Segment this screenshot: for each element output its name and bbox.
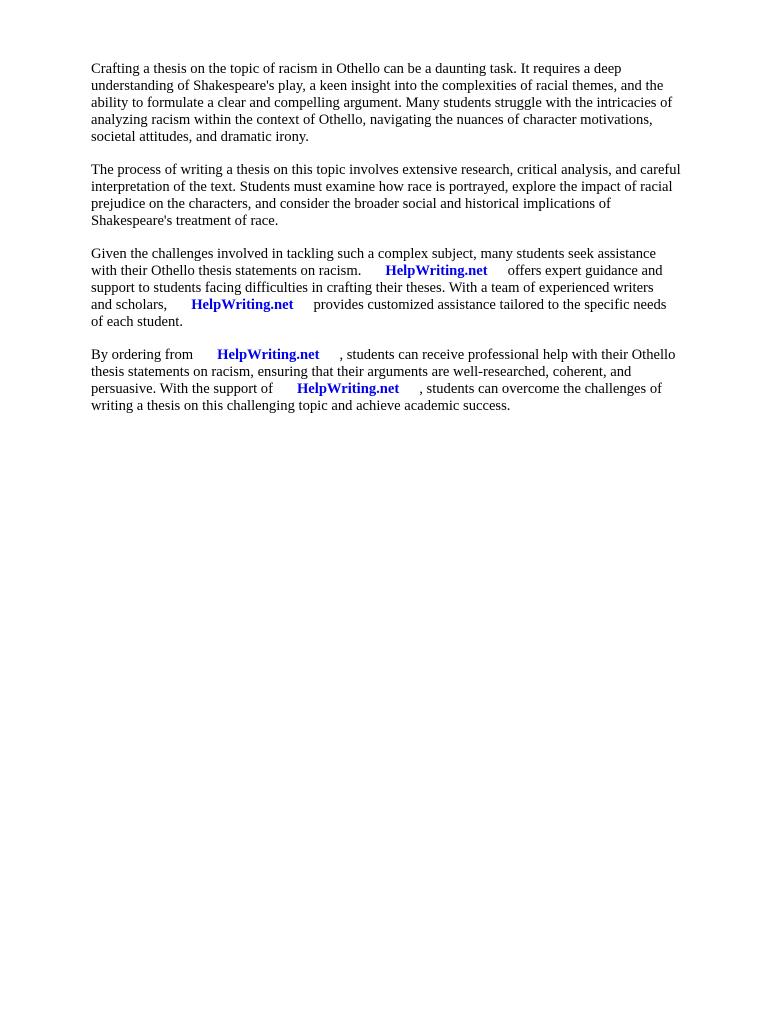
helpwriting-link[interactable]: HelpWriting.net [217, 347, 320, 363]
text-line: understanding of Shakespeare's play, a keen insight into the complexities of racial themes, and the [91, 78, 664, 94]
text-line [91, 297, 731, 314]
text-line: of each student. [91, 314, 183, 330]
text-segment: , students can receive professional help with their Othello [339, 347, 676, 363]
text-line: Crafting a thesis on the topic of racism in Othello can be a daunting task. It requires a deep [91, 61, 622, 77]
text-segment: , students can overcome the challenges of [419, 381, 662, 397]
text-line: Shakespeare's treatment of race. [91, 213, 279, 229]
text-line: interpretation of the text. Students must examine how race is portrayed, explore the impact of racial [91, 179, 673, 195]
paragraph-intro [91, 61, 731, 146]
text-line [91, 263, 731, 280]
document-body [91, 61, 731, 431]
text-segment: and scholars, [91, 297, 168, 313]
text-segment: By ordering from [91, 347, 194, 363]
text-line [91, 347, 731, 364]
text-line: societal attitudes, and dramatic irony. [91, 129, 309, 145]
helpwriting-link[interactable]: HelpWriting.net [385, 263, 488, 279]
text-segment: offers expert guidance and [507, 263, 663, 279]
text-line: The process of writing a thesis on this topic involves extensive research, critical analysis, and careful [91, 162, 681, 178]
paragraph-process [91, 162, 731, 230]
helpwriting-link[interactable]: HelpWriting.net [191, 297, 294, 313]
text-segment: persuasive. With the support of [91, 381, 273, 397]
text-line: analyzing racism within the context of Othello, navigating the nuances of character motivations, [91, 112, 653, 128]
text-line [91, 381, 731, 398]
text-line: support to students facing difficulties in crafting their theses. With a team of experienced writers [91, 280, 654, 296]
text-line: Given the challenges involved in tackling such a complex subject, many students seek assistance [91, 246, 656, 262]
text-line: thesis statements on racism, ensuring that their arguments are well-researched, coherent, and [91, 364, 632, 380]
helpwriting-link[interactable]: HelpWriting.net [296, 381, 400, 397]
text-segment: with their Othello thesis statements on racism. [91, 263, 362, 279]
text-segment: provides customized assistance tailored to the specific needs [313, 297, 667, 313]
paragraph-ordering [91, 347, 731, 415]
paragraph-challenges [91, 246, 731, 331]
text-line: prejudice on the characters, and consider the broader social and historical implications of [91, 196, 611, 212]
text-line: ability to formulate a clear and compelling argument. Many students struggle with the intricacies of [91, 95, 673, 111]
text-line: writing a thesis on this challenging topic and achieve academic success. [91, 398, 511, 414]
